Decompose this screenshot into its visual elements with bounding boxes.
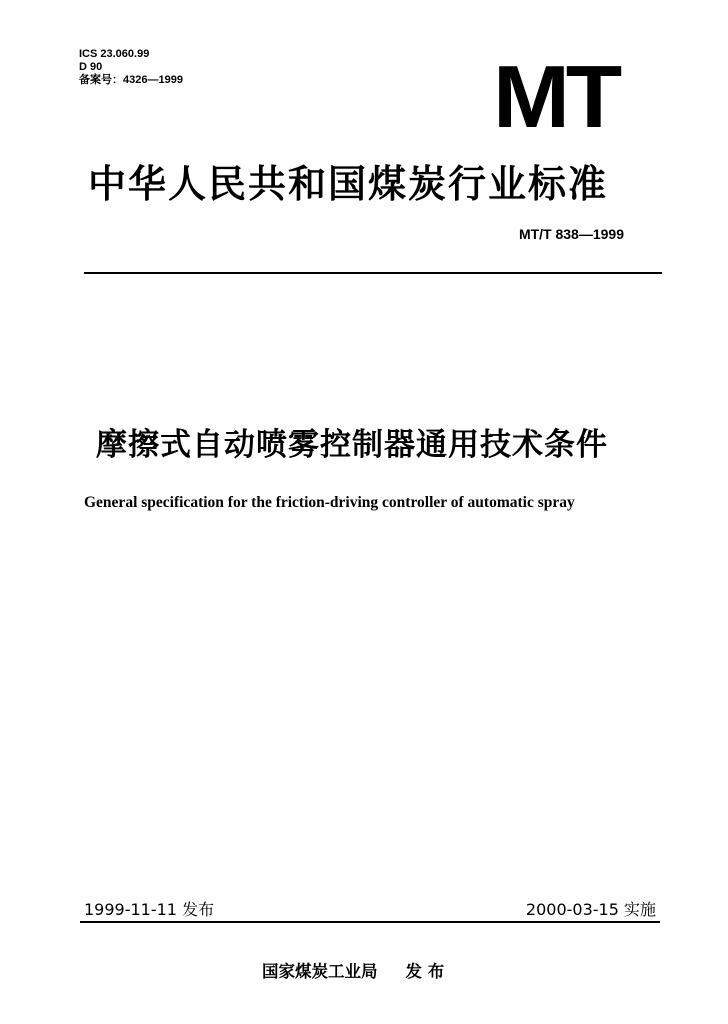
- publisher-name: 国家煤炭工业局: [262, 962, 378, 981]
- publish-action: 发 布: [405, 962, 445, 981]
- publisher-line: [262, 958, 444, 982]
- mt-logo: MT: [493, 47, 619, 146]
- classification-code: D 90: [79, 61, 103, 73]
- document-title-cn: 摩擦式自动喷雾控制器通用技术条件: [96, 427, 608, 463]
- implementation-date: 2000-03-15 实施: [525, 900, 656, 919]
- document-title-en: General specification for the friction-driving controller of automatic spray: [84, 494, 575, 511]
- standard-category-title: 中华人民共和国煤炭行业标准: [88, 162, 609, 206]
- ics-code: ICS 23.060.99: [79, 48, 150, 60]
- top-divider: [84, 272, 662, 274]
- filing-number: 备案号：4326—1999: [79, 74, 183, 86]
- issue-date: 1999-11-11 发布: [84, 900, 215, 919]
- standard-number: MT/T 838—1999: [518, 226, 624, 242]
- document-meta: [79, 48, 183, 87]
- bottom-divider: [80, 921, 660, 923]
